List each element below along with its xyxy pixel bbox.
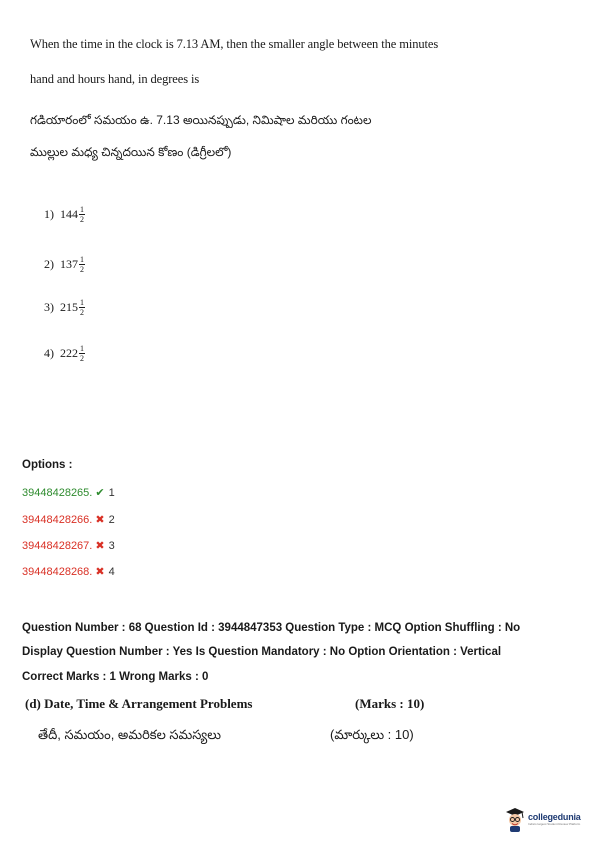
choice-value: 222 xyxy=(60,346,78,360)
question-telugu-line2: ముల్లుల మధ్య చిన్నదయిన కోణం (డిగ్రీలలో) xyxy=(30,145,232,159)
choice-4 xyxy=(44,344,85,363)
option-label: 4 xyxy=(108,566,115,578)
cross-icon: ✖ xyxy=(95,566,105,578)
choice-3 xyxy=(44,298,85,317)
fraction-denominator: 2 xyxy=(80,354,84,363)
option-row-2 xyxy=(22,513,115,526)
question-text-line1: When the time in the clock is 7.13 AM, then the smaller angle between the minutes xyxy=(30,37,439,51)
choice-value: 144 xyxy=(60,207,78,221)
choice-value: 215 xyxy=(60,300,78,314)
question-meta-line2: Display Question Number : Yes Is Question Mandatory : No Option Orientation : Vertical xyxy=(22,646,502,658)
option-label: 3 xyxy=(108,540,115,552)
choice-number: 1) xyxy=(44,207,54,221)
option-row-4 xyxy=(22,565,115,578)
fraction-denominator: 2 xyxy=(80,215,84,224)
choice-fraction xyxy=(79,298,85,317)
option-id: 39448428268. xyxy=(22,566,93,578)
section-marks-telugu: (మార్కులు : 10) xyxy=(330,727,414,742)
choice-fraction xyxy=(79,205,85,224)
fraction-numerator: 1 xyxy=(80,298,84,307)
option-row-1 xyxy=(22,486,115,499)
choice-number: 3) xyxy=(44,300,54,314)
fraction-numerator: 1 xyxy=(80,255,84,264)
question-telugu-line1: గడియారంలో సమయం ఉ. 7.13 అయినప్పుడు, నిమిషాల మరియు గంటల xyxy=(30,113,372,127)
choice-number: 2) xyxy=(44,257,54,271)
choice-1 xyxy=(44,205,85,224)
option-label: 2 xyxy=(108,514,115,526)
choice-fraction xyxy=(79,255,85,274)
collegedunia-logo xyxy=(504,805,581,833)
logo-wordmark: collegedunia xyxy=(528,812,581,822)
choice-number: 4) xyxy=(44,346,54,360)
check-icon: ✔ xyxy=(95,487,105,499)
fraction-numerator: 1 xyxy=(80,344,84,353)
option-row-3 xyxy=(22,539,115,552)
fraction-numerator: 1 xyxy=(80,205,84,214)
fraction-denominator: 2 xyxy=(80,308,84,317)
cross-icon: ✖ xyxy=(95,514,105,526)
section-title-telugu: తేదీ, సమయం, అమరికల సమస్యలు xyxy=(38,727,221,742)
logo-tagline: India's largest Student Review Platform xyxy=(528,822,581,826)
option-label: 1 xyxy=(108,487,115,499)
choice-2 xyxy=(44,255,85,274)
section-marks: (Marks : 10) xyxy=(355,696,425,711)
option-id: 39448428267. xyxy=(22,540,93,552)
choice-value: 137 xyxy=(60,257,78,271)
cross-icon: ✖ xyxy=(95,540,105,552)
option-id: 39448428266. xyxy=(22,514,93,526)
choice-fraction xyxy=(79,344,85,363)
fraction-denominator: 2 xyxy=(80,265,84,274)
option-id: 39448428265. xyxy=(22,487,93,499)
question-text-line2: hand and hours hand, in degrees is xyxy=(30,72,200,86)
question-meta-line1: Question Number : 68 Question Id : 3944847353 Question Type : MCQ Option Shuffling : No xyxy=(22,622,521,634)
student-mascot-icon xyxy=(504,805,526,833)
section-title: (d) Date, Time & Arrangement Problems xyxy=(25,696,253,711)
question-meta-line3: Correct Marks : 1 Wrong Marks : 0 xyxy=(22,671,209,683)
options-title: Options : xyxy=(22,459,73,471)
